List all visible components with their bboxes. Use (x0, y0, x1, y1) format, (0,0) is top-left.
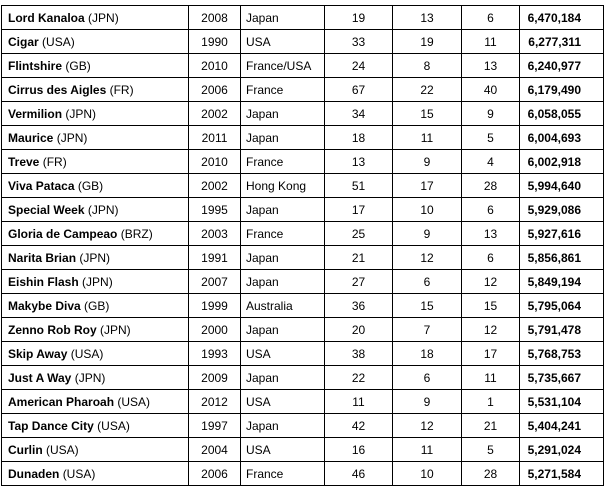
country-cell: Japan (241, 246, 325, 270)
table-row (2, 222, 604, 246)
horse-name-cell (2, 102, 189, 126)
earnings-cell: 5,994,640 (520, 174, 604, 198)
year-cell: 1991 (189, 246, 241, 270)
wins-cell: 13 (393, 6, 462, 30)
table-row (2, 30, 604, 54)
year-cell: 1997 (189, 414, 241, 438)
year-cell: 1990 (189, 30, 241, 54)
earnings-cell: 5,849,194 (520, 270, 604, 294)
table-row (2, 294, 604, 318)
table-row (2, 54, 604, 78)
wins-cell: 9 (393, 222, 462, 246)
table-row (2, 318, 604, 342)
horse-origin: (JPN) (88, 10, 119, 25)
horse-name: Skip Away (8, 346, 68, 361)
year-cell: 2012 (189, 390, 241, 414)
country-cell: Japan (241, 102, 325, 126)
year-cell: 2007 (189, 270, 241, 294)
places-cell: 9 (462, 102, 520, 126)
horse-origin: (JPN) (79, 250, 111, 265)
earnings-cell: 5,768,753 (520, 342, 604, 366)
horse-name: Makybe Diva (8, 298, 81, 313)
wins-cell: 11 (393, 126, 462, 150)
horse-name-cell (2, 462, 189, 486)
earnings-cell: 5,271,584 (520, 462, 604, 486)
horse-name-cell (2, 246, 189, 270)
table-row (2, 102, 604, 126)
year-cell: 2006 (189, 78, 241, 102)
starts-cell: 34 (325, 102, 393, 126)
horse-origin: (BRZ) (120, 226, 153, 241)
year-cell: 2011 (189, 126, 241, 150)
year-cell: 1993 (189, 342, 241, 366)
country-cell: France (241, 462, 325, 486)
wins-cell: 22 (393, 78, 462, 102)
wins-cell: 11 (393, 438, 462, 462)
places-cell: 13 (462, 222, 520, 246)
earnings-cell: 6,240,977 (520, 54, 604, 78)
table-row (2, 462, 604, 486)
horse-name: Tap Dance City (8, 418, 94, 433)
horse-origin: (JPN) (100, 322, 131, 337)
horse-name-cell (2, 150, 189, 174)
starts-cell: 20 (325, 318, 393, 342)
earnings-table (1, 5, 604, 486)
places-cell: 6 (462, 198, 520, 222)
starts-cell: 19 (325, 6, 393, 30)
starts-cell: 27 (325, 270, 393, 294)
horse-name: Gloria de Campeao (8, 226, 118, 241)
horse-origin: (GB) (65, 58, 91, 73)
horse-origin: (GB) (77, 178, 104, 193)
starts-cell: 24 (325, 54, 393, 78)
horse-name: Narita Brian (8, 250, 77, 265)
earnings-cell: 5,927,616 (520, 222, 604, 246)
country-cell: Japan (241, 6, 325, 30)
horse-origin: (USA) (97, 418, 130, 433)
horse-name-cell (2, 6, 189, 30)
wins-cell: 12 (393, 246, 462, 270)
horse-origin: (USA) (42, 34, 75, 49)
places-cell: 6 (462, 246, 520, 270)
earnings-cell: 6,470,184 (520, 6, 604, 30)
starts-cell: 46 (325, 462, 393, 486)
horse-origin: (USA) (46, 442, 79, 457)
earnings-cell: 6,179,490 (520, 78, 604, 102)
places-cell: 1 (462, 390, 520, 414)
wins-cell: 15 (393, 294, 462, 318)
table-row (2, 342, 604, 366)
wins-cell: 12 (393, 414, 462, 438)
country-cell: Japan (241, 198, 325, 222)
horse-name: Zenno Rob Roy (8, 322, 97, 337)
starts-cell: 17 (325, 198, 393, 222)
horse-name: Viva Pataca (8, 178, 75, 193)
earnings-cell: 5,735,667 (520, 366, 604, 390)
horse-name: Dunaden (8, 466, 60, 481)
places-cell: 28 (462, 174, 520, 198)
country-cell: USA (241, 30, 325, 54)
wins-cell: 10 (393, 198, 462, 222)
country-cell: USA (241, 390, 325, 414)
country-cell: Japan (241, 126, 325, 150)
table-row (2, 198, 604, 222)
horse-name-cell (2, 294, 189, 318)
horse-name-cell (2, 318, 189, 342)
table-row (2, 414, 604, 438)
starts-cell: 36 (325, 294, 393, 318)
horse-name-cell (2, 414, 189, 438)
starts-cell: 51 (325, 174, 393, 198)
year-cell: 2006 (189, 462, 241, 486)
places-cell: 12 (462, 318, 520, 342)
horse-origin: (FR) (42, 154, 67, 169)
country-cell: Australia (241, 294, 325, 318)
horse-origin: (JPN) (56, 130, 88, 145)
places-cell: 11 (462, 366, 520, 390)
earnings-cell: 5,531,104 (520, 390, 604, 414)
year-cell: 2009 (189, 366, 241, 390)
country-cell: USA (241, 438, 325, 462)
earnings-cell: 6,277,311 (520, 30, 604, 54)
horse-name: Flintshire (8, 58, 63, 73)
horse-name: Cigar (8, 34, 39, 49)
horse-name-cell (2, 270, 189, 294)
wins-cell: 9 (393, 390, 462, 414)
places-cell: 6 (462, 6, 520, 30)
year-cell: 2003 (189, 222, 241, 246)
horse-name: Treve (8, 154, 40, 169)
wins-cell: 8 (393, 54, 462, 78)
places-cell: 28 (462, 462, 520, 486)
earnings-cell: 5,791,478 (520, 318, 604, 342)
horse-name-cell (2, 54, 189, 78)
table-row (2, 126, 604, 150)
horse-name-cell (2, 438, 189, 462)
horse-name: Cirrus des Aigles (8, 82, 107, 97)
horse-origin: (FR) (109, 82, 134, 97)
starts-cell: 42 (325, 414, 393, 438)
year-cell: 2000 (189, 318, 241, 342)
country-cell: France/USA (241, 54, 325, 78)
horse-origin: (JPN) (65, 106, 97, 121)
year-cell: 2002 (189, 174, 241, 198)
country-cell: Hong Kong (241, 174, 325, 198)
horse-name-cell (2, 126, 189, 150)
horse-origin: (JPN) (82, 274, 113, 289)
starts-cell: 25 (325, 222, 393, 246)
horse-name-cell (2, 30, 189, 54)
year-cell: 2010 (189, 54, 241, 78)
starts-cell: 38 (325, 342, 393, 366)
starts-cell: 67 (325, 78, 393, 102)
country-cell: Japan (241, 270, 325, 294)
starts-cell: 18 (325, 126, 393, 150)
wins-cell: 17 (393, 174, 462, 198)
earnings-cell: 5,291,024 (520, 438, 604, 462)
horse-name: Eishin Flash (8, 274, 79, 289)
horse-origin: (JPN) (74, 370, 106, 385)
wins-cell: 18 (393, 342, 462, 366)
places-cell: 40 (462, 78, 520, 102)
horse-origin: (GB) (84, 298, 110, 313)
country-cell: France (241, 78, 325, 102)
starts-cell: 33 (325, 30, 393, 54)
wins-cell: 10 (393, 462, 462, 486)
horse-name: Lord Kanaloa (8, 10, 85, 25)
wins-cell: 9 (393, 150, 462, 174)
wins-cell: 6 (393, 366, 462, 390)
horse-name: Maurice (8, 130, 54, 145)
table-row (2, 78, 604, 102)
starts-cell: 16 (325, 438, 393, 462)
places-cell: 12 (462, 270, 520, 294)
table-row (2, 270, 604, 294)
starts-cell: 21 (325, 246, 393, 270)
horse-origin: (JPN) (87, 202, 119, 217)
country-cell: France (241, 222, 325, 246)
starts-cell: 22 (325, 366, 393, 390)
earnings-cell: 5,404,241 (520, 414, 604, 438)
horse-origin: (USA) (70, 346, 104, 361)
wins-cell: 15 (393, 102, 462, 126)
earnings-cell: 5,929,086 (520, 198, 604, 222)
table-row (2, 174, 604, 198)
earnings-cell: 6,058,055 (520, 102, 604, 126)
starts-cell: 13 (325, 150, 393, 174)
horse-name: Curlin (8, 442, 43, 457)
wins-cell: 7 (393, 318, 462, 342)
horse-name-cell (2, 78, 189, 102)
year-cell: 2008 (189, 6, 241, 30)
wins-cell: 19 (393, 30, 462, 54)
country-cell: Japan (241, 366, 325, 390)
horse-name-cell (2, 198, 189, 222)
earnings-cell: 5,795,064 (520, 294, 604, 318)
earnings-cell: 6,002,918 (520, 150, 604, 174)
starts-cell: 11 (325, 390, 393, 414)
year-cell: 1999 (189, 294, 241, 318)
horse-name-cell (2, 366, 189, 390)
country-cell: Japan (241, 414, 325, 438)
table-row (2, 246, 604, 270)
horse-origin: (USA) (117, 394, 151, 409)
horse-name-cell (2, 390, 189, 414)
earnings-cell: 6,004,693 (520, 126, 604, 150)
places-cell: 13 (462, 54, 520, 78)
places-cell: 15 (462, 294, 520, 318)
horse-name: Special Week (8, 202, 85, 217)
places-cell: 21 (462, 414, 520, 438)
horse-name-cell (2, 174, 189, 198)
horse-name: Vermilion (8, 106, 63, 121)
year-cell: 2010 (189, 150, 241, 174)
places-cell: 5 (462, 438, 520, 462)
table-row (2, 438, 604, 462)
horse-origin: (USA) (62, 466, 96, 481)
places-cell: 11 (462, 30, 520, 54)
horse-name: Just A Way (8, 370, 72, 385)
table-row (2, 6, 604, 30)
country-cell: Japan (241, 318, 325, 342)
places-cell: 17 (462, 342, 520, 366)
places-cell: 5 (462, 126, 520, 150)
horse-name: American Pharoah (8, 394, 115, 409)
earnings-cell: 5,856,861 (520, 246, 604, 270)
table-row (2, 150, 604, 174)
country-cell: USA (241, 342, 325, 366)
horse-name-cell (2, 342, 189, 366)
horse-name-cell (2, 222, 189, 246)
country-cell: France (241, 150, 325, 174)
year-cell: 1995 (189, 198, 241, 222)
year-cell: 2004 (189, 438, 241, 462)
table-row (2, 390, 604, 414)
table-row (2, 366, 604, 390)
table-body (2, 6, 604, 486)
wins-cell: 6 (393, 270, 462, 294)
places-cell: 4 (462, 150, 520, 174)
year-cell: 2002 (189, 102, 241, 126)
